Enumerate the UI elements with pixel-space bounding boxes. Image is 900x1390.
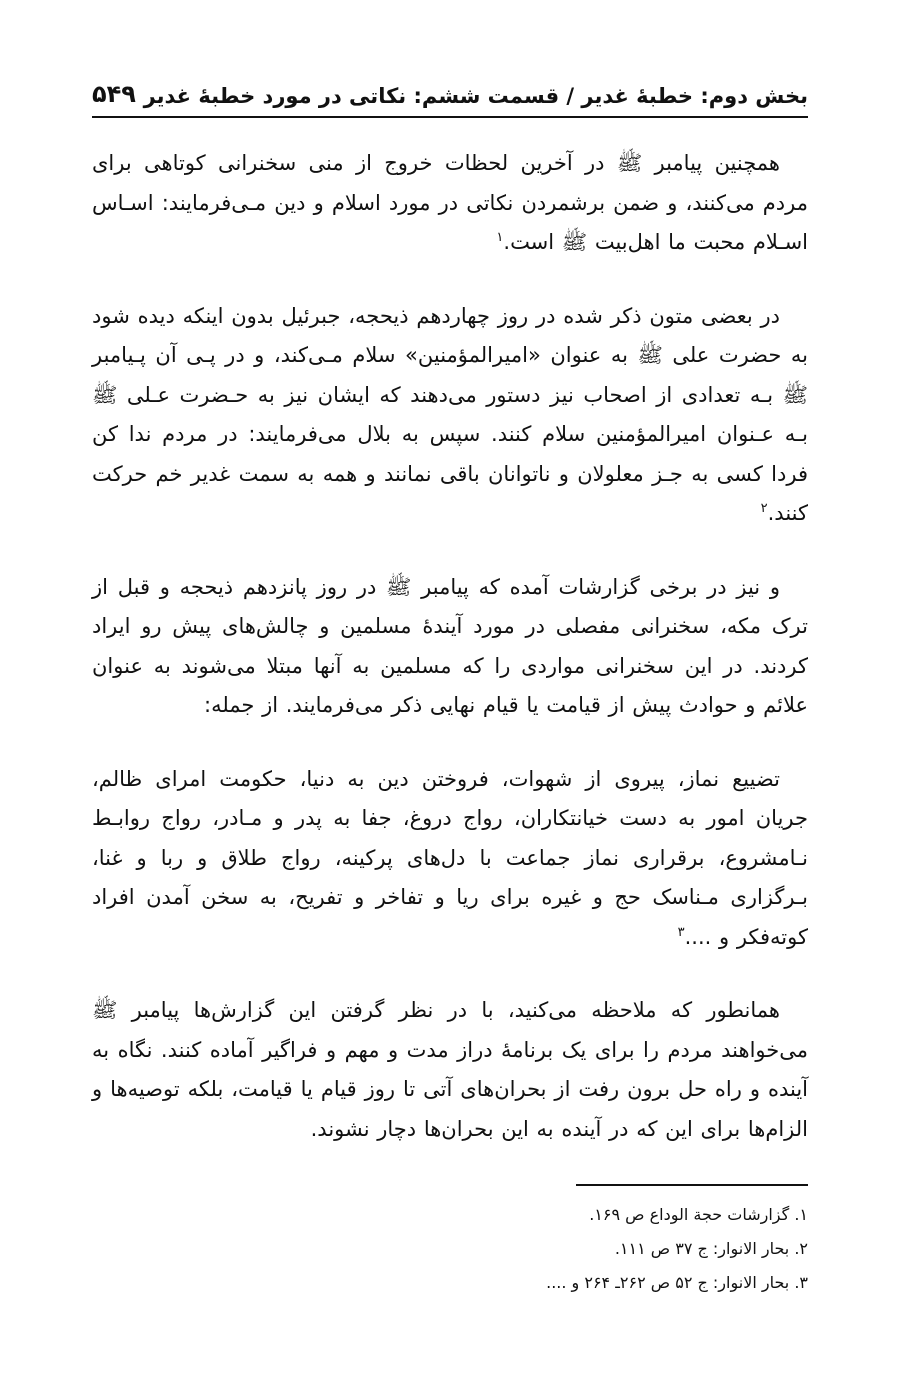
paragraph-2 <box>92 297 808 534</box>
paragraph-3 <box>92 568 808 726</box>
paragraph-5 <box>92 991 808 1149</box>
running-title: بخش دوم: خطبهٔ غدیر / قسمت ششم: نکاتی در مورد خطبهٔ غدیر <box>143 84 808 108</box>
footnote-2: ۲. بحار الانوار: ج ۳۷ ص ۱۱۱. <box>614 1239 808 1258</box>
footnotes <box>92 1198 808 1300</box>
page-number: ۵۴۹ <box>92 80 136 108</box>
paragraph-text: همانطور که ملاحظه می‌کنید، با در نظر گرفتن این گزارش‌ها پیامبر ﷺ می‌خواهند مردم را برای یک برنامهٔ دراز مدت و مهم و فراگیر آماده کنند. نگاه به آینده و راه حل برون رفت از بحران‌های آتی تا روز قیام یا قیامت، بلکه توصیه‌ها و الزام‌ها برای این که در آینده به این بحران‌ها دچار نشوند. <box>92 998 808 1141</box>
paragraph-text: و نیز در برخی گزارشات آمده که پیامبر ﷺ در روز پانزدهم ذیحجه و قبل از ترک مکه، سخنرانی مفصلی در مورد آیندهٔ مسلمین و چالش‌های پیش رو ایراد کردند. در این سخنرانی مواردی را که مسلمین به آنها مبتلا می‌شوند به عنوان علائم و حوادث پیش از قیامت یا قیام نهایی ذکر می‌فرمایند. از جمله: <box>92 574 808 717</box>
paragraph-text: در بعضی متون ذکر شده در روز چهاردهم ذیحجه، جبرئیل بدون اینکه دیده شود به حضرت علی ﷺ به عنوان «امیرالمؤمنین» سلام مـی‌کند، و در پـی آن پـیامبر ﷺ بـه تعدادی از اصحاب نیز دستور می‌دهند که ایشان نیز به حـضرت عـلی ﷺ بـه عـنوان امیرالمؤمنین سلام کنند. سپس به بلال می‌فرمایند: در مردم ندا کن فردا کسی به جـز معلولان و ناتوانان باقی نمانند و همه به سمت غدیر خم حرکت کنند. <box>92 303 808 525</box>
page-header <box>92 74 808 118</box>
footnote-divider <box>576 1184 808 1186</box>
footnote-marker: ۲ <box>760 501 768 516</box>
footnote-marker: ۱ <box>496 230 504 245</box>
paragraph-text: تضییع نماز، پیروی از شهوات، فروختن دین به دنیا، حکومت امرای ظالم، جریان امور به دست خیانتکاران، رواج دروغ، جفا به پدر و مـادر، رواج روابـط نـامشروع، برقراری نماز جماعت با دل‌های پرکینه، رواج طلاق و ربا و غنا، بـرگزاری مـناسک حج و غیره برای ریا و تفاخر و تفریح، به سخن آمدن افراد کوته‌فکر و .... <box>92 766 808 949</box>
footnote-3: ۳. بحار الانوار: ج ۵۲ ص ۲۶۲ـ ۲۶۴ و .... <box>546 1273 808 1292</box>
footnote-1: ۱. گزارشات حجة الوداع ص ۱۶۹. <box>589 1205 808 1224</box>
footnote-marker: ۳ <box>677 924 685 940</box>
paragraph-text: همچنین پیامبر ﷺ در آخرین لحظات خروج از منی سخنرانی کوتاهی برای مردم می‌کنند، و ضمن برشمردن نکاتی در مورد اسلام و دین مـی‌فرمایند: اسـاس اسـلام محبت ما اهل‌بیت ﷺ است. <box>92 151 808 254</box>
paragraph-1 <box>92 144 808 263</box>
paragraph-4 <box>92 760 808 958</box>
body-text <box>92 144 808 1183</box>
